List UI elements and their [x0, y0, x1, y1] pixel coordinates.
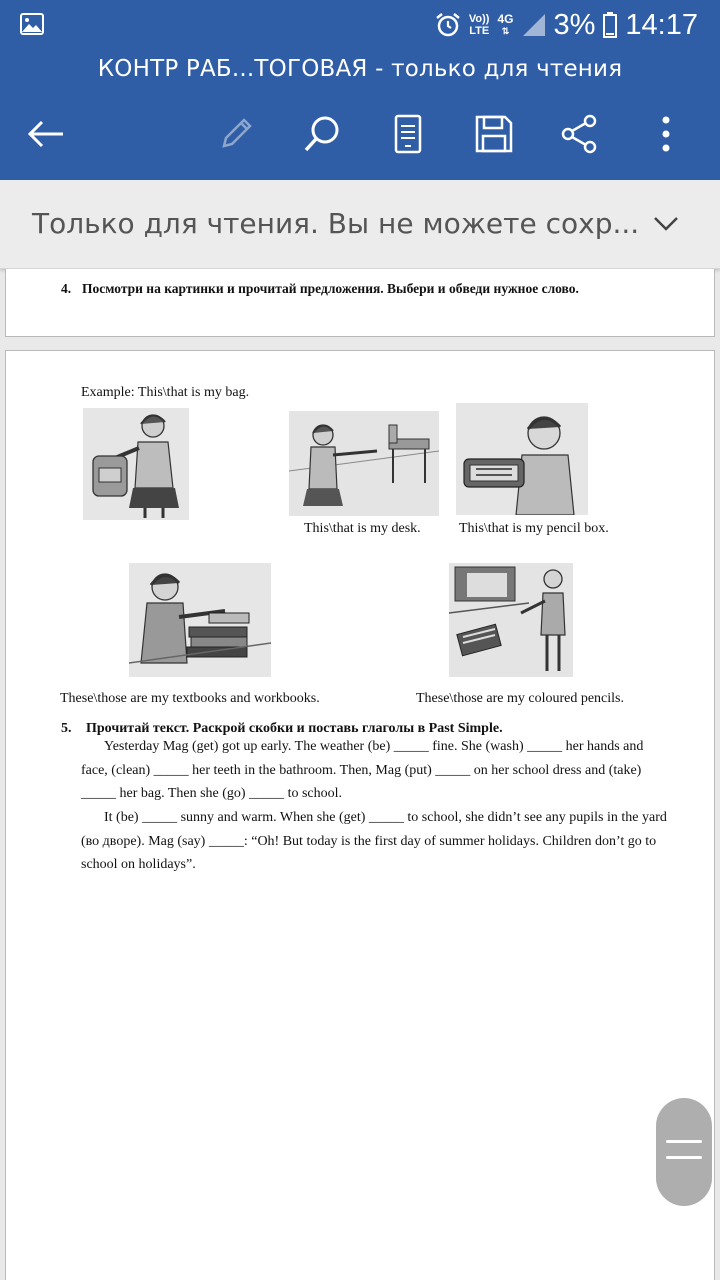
share-button[interactable] — [555, 110, 603, 158]
volte-indicator: Vo)) LTE — [468, 13, 490, 37]
illustration-girl-pencil-box — [456, 403, 588, 515]
signal-icon — [522, 13, 546, 37]
document-page — [5, 269, 715, 337]
mobile-view-button[interactable] — [384, 110, 432, 158]
more-button[interactable] — [642, 110, 690, 158]
battery-percent: 3% — [553, 8, 596, 41]
edit-button[interactable] — [212, 110, 260, 158]
caption-pencil-box: This\that is my pencil box. — [459, 521, 609, 536]
more-icon — [661, 116, 671, 152]
task-number: 4. — [61, 281, 72, 296]
search-button[interactable] — [298, 110, 346, 158]
scroll-grip-line — [666, 1156, 702, 1159]
clock: 14:17 — [625, 8, 698, 41]
fast-scroll-thumb[interactable] — [656, 1098, 712, 1206]
illustration-girl-bag — [83, 408, 189, 520]
paragraph-1 — [81, 735, 686, 806]
text-line: face, (clean) _____ her teeth in the bathroom. Then, Mag (put) _____ on her school dress and (take) — [81, 762, 642, 778]
illustration-girl-desk — [289, 411, 439, 516]
scroll-grip-line — [666, 1140, 702, 1143]
example-sentence: Example: This\that is my bag. — [81, 385, 250, 400]
text-line: (во дворе). Mag (say) _____: “Oh! But today is the first day of summer holidays. Children don’t go to — [81, 833, 657, 849]
text-line: school on holidays”. — [81, 857, 196, 873]
read-only-info-bar[interactable] — [0, 180, 720, 269]
document-page — [5, 350, 715, 1280]
text-line: _____ her bag. Then she (go) _____ to school. — [81, 786, 343, 802]
task-text: Посмотри на картинки и прочитай предложения. Выбери и обведи нужное слово. — [82, 281, 579, 296]
pencil-icon — [216, 114, 256, 154]
battery-icon — [603, 12, 617, 38]
document-title: КОНТР РАБ...ТОГОВАЯ - только для чтения — [97, 56, 623, 82]
alarm-icon — [435, 12, 461, 38]
back-arrow-icon — [27, 119, 65, 149]
status-bar — [0, 0, 720, 50]
app-bar — [0, 50, 720, 180]
mobile-view-icon — [393, 114, 423, 154]
illustration-girl-pencils — [449, 563, 573, 677]
search-icon — [302, 114, 342, 154]
chevron-down-icon[interactable] — [653, 216, 679, 232]
text-line: It (be) _____ sunny and warm. When she (get) _____ to school, she didn’t see any pupils in the yard — [104, 810, 667, 825]
gallery-notification-icon — [20, 13, 44, 35]
task-4-heading — [61, 281, 579, 297]
save-icon — [475, 115, 513, 153]
save-button[interactable] — [470, 110, 518, 158]
text-line: Yesterday Mag (get) got up early. The weather (be) _____ fine. She (wash) _____ her hands and — [104, 739, 644, 754]
share-icon — [560, 114, 598, 154]
back-button[interactable] — [22, 110, 70, 158]
caption-desk: This\that is my desk. — [304, 521, 421, 536]
caption-textbooks: These\those are my textbooks and workbooks. — [60, 691, 320, 706]
paragraph-2 — [81, 806, 686, 877]
info-bar-message: Только для чтения. Вы не можете сохр... — [32, 207, 640, 240]
caption-pencils: These\those are my coloured pencils. — [416, 691, 624, 706]
task-number: 5. — [61, 721, 72, 736]
network-type: 4G ⇅ — [497, 12, 514, 36]
task-text: Прочитай текст. Раскрой скобки и поставь глаголы в Past Simple. — [86, 721, 503, 736]
illustration-girl-books — [129, 563, 271, 677]
status-icons — [435, 0, 698, 50]
